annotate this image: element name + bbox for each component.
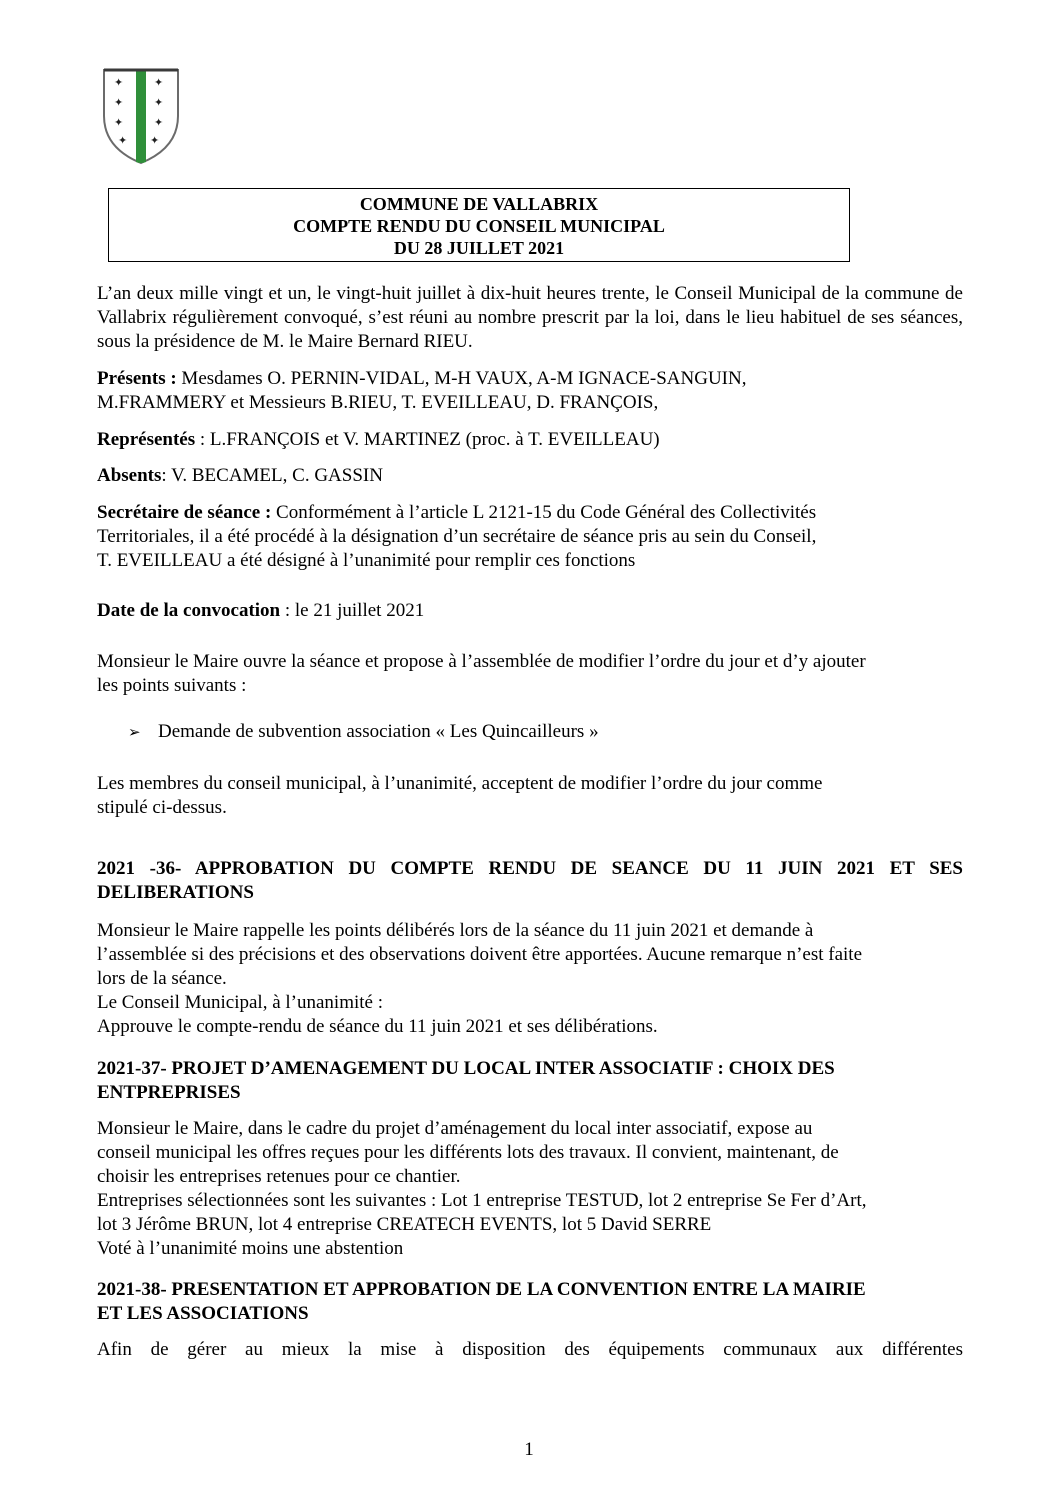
section-36 (97, 857, 963, 905)
represented-text: : L.FRANÇOIS et V. MARTINEZ (proc. à T. EVEILLEAU) (195, 429, 660, 450)
section-38-title-1: 2021-38- PRESENTATION ET APPROBATION DE LA CONVENTION ENTRE LA MAIRIE (97, 1279, 866, 1300)
section-37-body (97, 1117, 963, 1261)
page-number: 1 (524, 1439, 534, 1460)
presents-paragraph (97, 367, 963, 415)
svg-text:✦: ✦ (154, 116, 164, 129)
accept-line-2: stipulé ci-dessus. (97, 797, 227, 818)
presents-text-2: M.FRAMMERY et Messieurs B.RIEU, T. EVEILLEAU, D. FRANÇOIS, (97, 392, 659, 413)
section-38-line-1: Afin de gérer au mieux la mise à disposition des équipements communaux aux différentes (97, 1339, 963, 1360)
section-36-line-3: lors de la séance. (97, 968, 227, 989)
convocation-label: Date de la convocation (97, 600, 281, 621)
section-36-line-4: Le Conseil Municipal, à l’unanimité : (97, 992, 383, 1013)
section-37-title-2: ENTPREPRISES (97, 1082, 241, 1103)
section-36-line-5: Approuve le compte-rendu de séance du 11 juin 2021 et ses délibérations. (97, 1016, 658, 1037)
section-36-title-1: 2021 -36- APPROBATION DU COMPTE RENDU DE SEANCE DU 11 JUIN 2021 ET SES (97, 858, 963, 879)
section-38 (97, 1278, 963, 1326)
opening-line-1: Monsieur le Maire ouvre la séance et propose à l’assemblée de modifier l’ordre du jour et d’y ajouter (97, 651, 866, 672)
coat-of-arms-logo (100, 66, 182, 166)
svg-text:✦: ✦ (114, 96, 124, 109)
arrow-bullet-icon: ➢ (128, 723, 141, 741)
section-38-title-2: ET LES ASSOCIATIONS (97, 1303, 309, 1324)
accept-line-1: Les membres du conseil municipal, à l’unanimité, acceptent de modifier l’ordre du jour comme (97, 773, 823, 794)
secretary-paragraph (97, 501, 963, 573)
section-37-title-1: 2021-37- PROJET D’AMENAGEMENT DU LOCAL INTER ASSOCIATIF : CHOIX DES (97, 1058, 835, 1079)
section-37-line-3: choisir les entreprises retenues pour ce chantier. (97, 1166, 461, 1187)
section-38-body (97, 1338, 963, 1362)
section-37-line-4: Entreprises sélectionnées sont les suivantes : Lot 1 entreprise TESTUD, lot 2 entreprise Se Fer d’Art, (97, 1190, 867, 1211)
represented-label: Représentés (97, 429, 196, 450)
svg-text:✦: ✦ (150, 134, 160, 147)
section-36-title-2: DELIBERATIONS (97, 882, 254, 903)
section-37-line-2: conseil municipal les offres reçues pour les différents lots des travaux. Il convient, maintenant, de (97, 1142, 839, 1163)
secretary-text-2: Territoriales, il a été procédé à la désignation d’un secrétaire de séance pris au sein du Conseil, (97, 526, 817, 547)
convocation-text: : le 21 juillet 2021 (280, 600, 425, 621)
section-37-line-1: Monsieur le Maire, dans le cadre du projet d’aménagement du local inter associatif, expose au (97, 1118, 813, 1139)
svg-text:✦: ✦ (114, 76, 124, 89)
opening-line-2: les points suivants : (97, 675, 247, 696)
represented-paragraph (97, 428, 963, 452)
absent-label: Absents (97, 465, 162, 486)
bullet-text: Demande de subvention association « Les Quincailleurs » (158, 721, 599, 742)
opening-paragraph (97, 650, 963, 698)
svg-text:✦: ✦ (154, 96, 164, 109)
convocation-paragraph (97, 599, 963, 623)
svg-text:✦: ✦ (114, 116, 124, 129)
accept-paragraph (97, 772, 963, 820)
section-37 (97, 1057, 963, 1105)
report-date: DU 28 JUILLET 2021 (393, 238, 565, 258)
secretary-text-3: T. EVEILLEAU a été désigné à l’unanimité pour remplir ces fonctions (97, 550, 636, 571)
section-36-body (97, 919, 963, 1039)
commune-name: COMMUNE DE VALLABRIX (359, 194, 599, 214)
presents-text-1: Mesdames O. PERNIN-VIDAL, M-H VAUX, A-M IGNACE-SANGUIN, (176, 368, 747, 389)
presents-label: Présents : (97, 368, 177, 389)
intro-paragraph (97, 282, 963, 354)
agenda-bullet-item (128, 720, 599, 744)
section-36-line-2: l’assemblée si des précisions et des observations doivent être apportées. Aucune remarque n’est faite (97, 944, 863, 965)
section-37-line-5: lot 3 Jérôme BRUN, lot 4 entreprise CREATECH EVENTS, lot 5 David SERRE (97, 1214, 712, 1235)
svg-text:✦: ✦ (118, 134, 128, 147)
document-title-box (108, 188, 850, 262)
svg-text:✦: ✦ (154, 76, 164, 89)
section-37-line-6: Voté à l’unanimité moins une abstention (97, 1238, 404, 1259)
report-title: COMPTE RENDU DU CONSEIL MUNICIPAL (293, 216, 665, 236)
intro-text: L’an deux mille vingt et un, le vingt-huit juillet à dix-huit heures trente, le Conseil Municipal de la commune de Vallabrix régulièrement convoqué, s’est réuni au nombre prescrit par la loi, dans le lieu habituel de ses séances, sous la présidence de M. le Maire Bernard RIEU. (97, 283, 963, 352)
secretary-text-1: Conformément à l’article L 2121-15 du Code Général des Collectivités (271, 502, 817, 523)
absent-paragraph (97, 464, 963, 488)
section-36-line-1: Monsieur le Maire rappelle les points délibérés lors de la séance du 11 juin 2021 et demande à (97, 920, 814, 941)
absent-text: : V. BECAMEL, C. GASSIN (161, 465, 383, 486)
secretary-label: Secrétaire de séance : (97, 502, 272, 523)
